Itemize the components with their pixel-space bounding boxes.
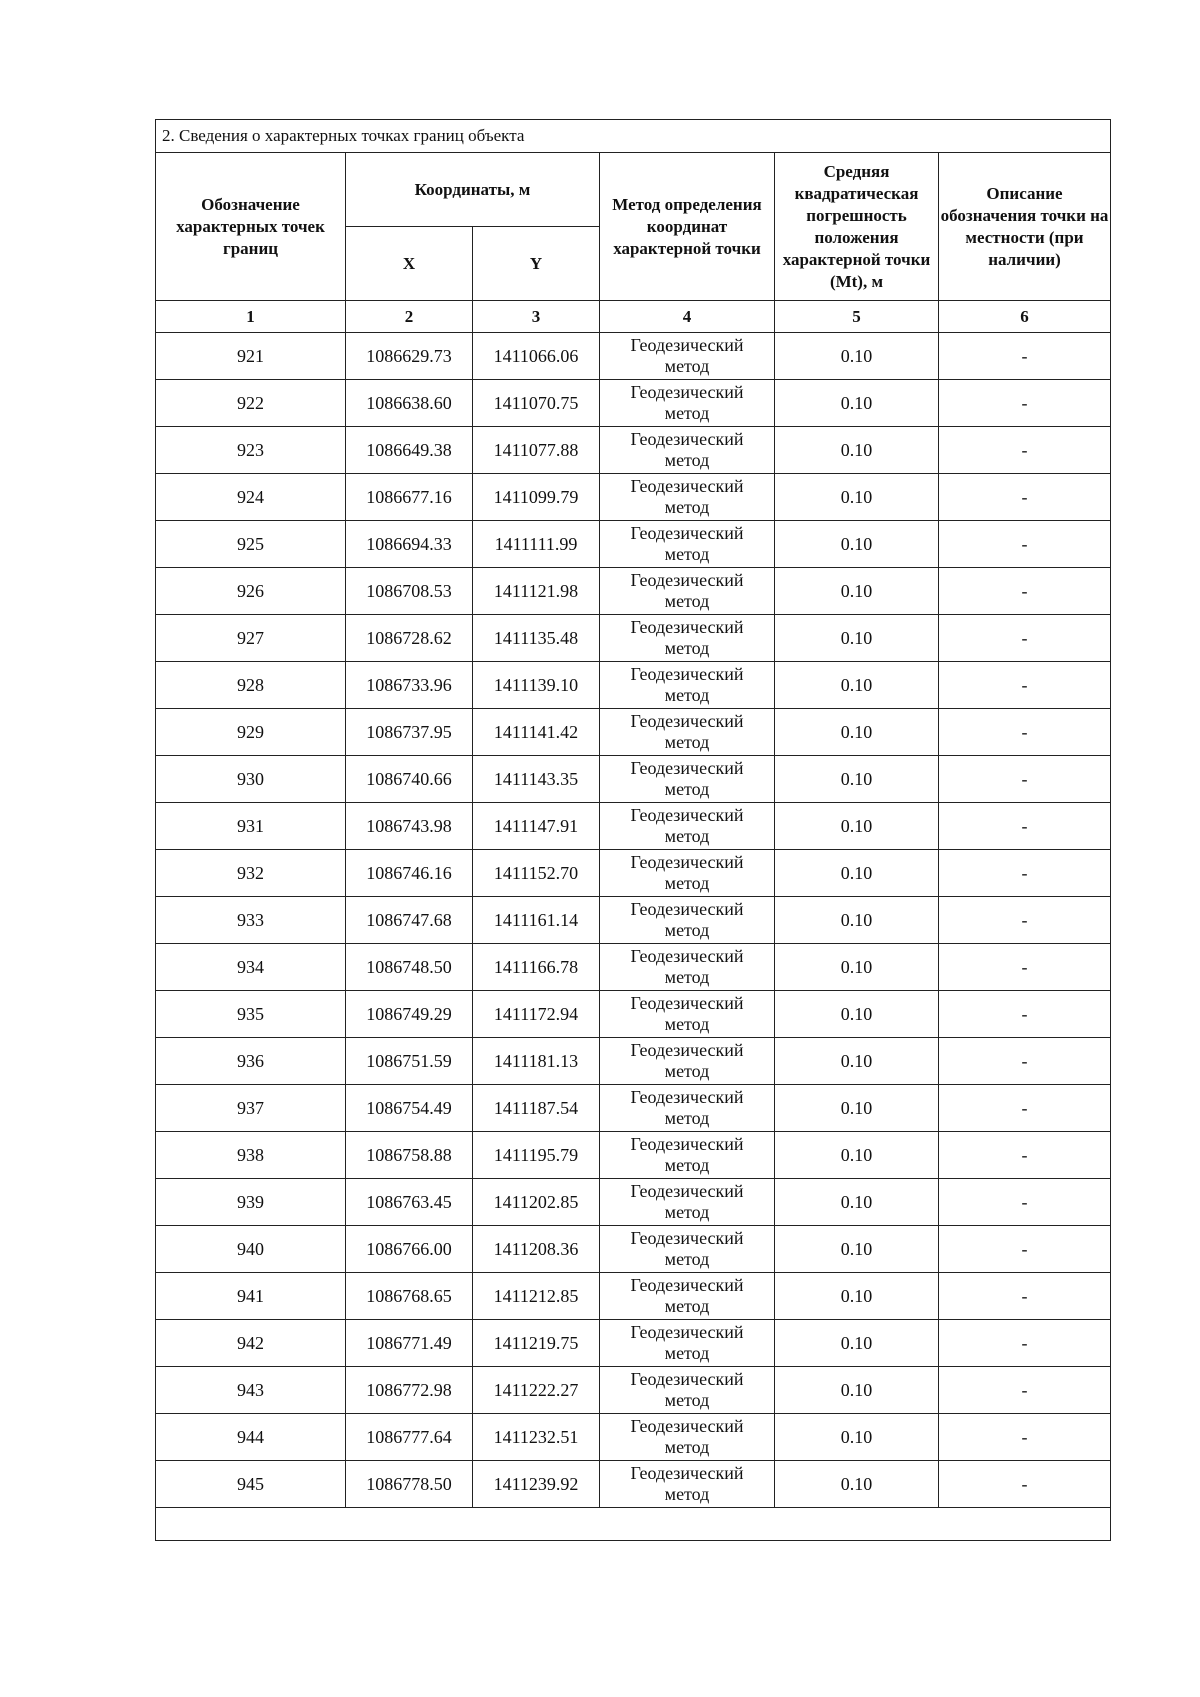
column-number: 2 <box>346 301 473 333</box>
point-cell: 929 <box>156 709 346 756</box>
error-cell: 0.10 <box>775 1132 939 1179</box>
y-coordinate-cell: 1411099.79 <box>473 474 600 521</box>
description-cell: - <box>939 709 1111 756</box>
method-line: метод <box>664 873 710 893</box>
footer-empty-cell <box>156 1508 1111 1541</box>
table-row <box>156 1273 1111 1320</box>
y-coordinate-cell: 1411187.54 <box>473 1085 600 1132</box>
method-cell <box>600 333 775 380</box>
error-cell: 0.10 <box>775 1226 939 1273</box>
method-line: метод <box>664 591 710 611</box>
method-cell <box>600 380 775 427</box>
column-number: 6 <box>939 301 1111 333</box>
error-cell: 0.10 <box>775 1414 939 1461</box>
table-row <box>156 1085 1111 1132</box>
table-row <box>156 756 1111 803</box>
x-coordinate-cell: 1086740.66 <box>346 756 473 803</box>
boundary-points-table <box>155 119 1111 1541</box>
table-row <box>156 1320 1111 1367</box>
method-cell <box>600 474 775 521</box>
method-line: метод <box>664 1155 710 1175</box>
table-row <box>156 991 1111 1038</box>
error-cell: 0.10 <box>775 615 939 662</box>
method-cell <box>600 568 775 615</box>
table-row <box>156 427 1111 474</box>
method-cell <box>600 1461 775 1508</box>
method-cell <box>600 615 775 662</box>
column-number: 5 <box>775 301 939 333</box>
x-coordinate-cell: 1086771.49 <box>346 1320 473 1367</box>
method-line: метод <box>664 1437 710 1457</box>
y-coordinate-cell: 1411111.99 <box>473 521 600 568</box>
method-line: Геодезический <box>630 852 744 872</box>
table-row <box>156 850 1111 897</box>
description-cell: - <box>939 1273 1111 1320</box>
method-line: Геодезический <box>630 335 744 355</box>
method-line: Геодезический <box>630 758 744 778</box>
method-line: Геодезический <box>630 899 744 919</box>
header-x: X <box>346 227 473 301</box>
method-line: метод <box>664 356 710 376</box>
method-line: метод <box>664 450 710 470</box>
table-row <box>156 1226 1111 1273</box>
description-cell: - <box>939 662 1111 709</box>
error-cell: 0.10 <box>775 1085 939 1132</box>
y-coordinate-cell: 1411195.79 <box>473 1132 600 1179</box>
method-line: Геодезический <box>630 476 744 496</box>
method-cell <box>600 897 775 944</box>
x-coordinate-cell: 1086748.50 <box>346 944 473 991</box>
method-line: Геодезический <box>630 711 744 731</box>
method-line: метод <box>664 779 710 799</box>
table-caption: 2. Сведения о характерных точках границ объекта <box>156 120 1111 153</box>
y-coordinate-cell: 1411208.36 <box>473 1226 600 1273</box>
header-designation: Обозначение характерных точек границ <box>156 153 346 301</box>
method-line: метод <box>664 403 710 423</box>
header-coordinates: Координаты, м <box>346 153 600 227</box>
method-line: Геодезический <box>630 1228 744 1248</box>
description-cell: - <box>939 521 1111 568</box>
table-row <box>156 803 1111 850</box>
method-line: метод <box>664 826 710 846</box>
table-row <box>156 662 1111 709</box>
column-number: 1 <box>156 301 346 333</box>
description-cell: - <box>939 1179 1111 1226</box>
point-cell: 938 <box>156 1132 346 1179</box>
method-line: метод <box>664 685 710 705</box>
x-coordinate-cell: 1086733.96 <box>346 662 473 709</box>
y-coordinate-cell: 1411172.94 <box>473 991 600 1038</box>
x-coordinate-cell: 1086743.98 <box>346 803 473 850</box>
x-coordinate-cell: 1086749.29 <box>346 991 473 1038</box>
caption-row <box>156 120 1111 153</box>
method-line: Геодезический <box>630 429 744 449</box>
method-cell <box>600 1367 775 1414</box>
point-cell: 930 <box>156 756 346 803</box>
header-description: Описание обозначения точки на местности (при наличии) <box>939 153 1111 301</box>
method-line: Геодезический <box>630 1040 744 1060</box>
description-cell: - <box>939 1461 1111 1508</box>
error-cell: 0.10 <box>775 803 939 850</box>
description-cell: - <box>939 1085 1111 1132</box>
error-cell: 0.10 <box>775 521 939 568</box>
header-method: Метод определения координат характерной точки <box>600 153 775 301</box>
method-cell <box>600 850 775 897</box>
point-cell: 941 <box>156 1273 346 1320</box>
method-line: метод <box>664 1249 710 1269</box>
x-coordinate-cell: 1086766.00 <box>346 1226 473 1273</box>
error-cell: 0.10 <box>775 568 939 615</box>
method-line: метод <box>664 1390 710 1410</box>
error-cell: 0.10 <box>775 850 939 897</box>
y-coordinate-cell: 1411139.10 <box>473 662 600 709</box>
method-line: Геодезический <box>630 1322 744 1342</box>
table-row <box>156 1132 1111 1179</box>
description-cell: - <box>939 1226 1111 1273</box>
x-coordinate-cell: 1086751.59 <box>346 1038 473 1085</box>
description-cell: - <box>939 380 1111 427</box>
method-line: Геодезический <box>630 382 744 402</box>
table-row <box>156 1179 1111 1226</box>
method-cell <box>600 1038 775 1085</box>
error-cell: 0.10 <box>775 427 939 474</box>
method-cell <box>600 427 775 474</box>
y-coordinate-cell: 1411239.92 <box>473 1461 600 1508</box>
error-cell: 0.10 <box>775 1320 939 1367</box>
point-cell: 945 <box>156 1461 346 1508</box>
method-line: Геодезический <box>630 1134 744 1154</box>
x-coordinate-cell: 1086728.62 <box>346 615 473 662</box>
point-cell: 933 <box>156 897 346 944</box>
point-cell: 934 <box>156 944 346 991</box>
point-cell: 937 <box>156 1085 346 1132</box>
y-coordinate-cell: 1411135.48 <box>473 615 600 662</box>
description-cell: - <box>939 1038 1111 1085</box>
y-coordinate-cell: 1411077.88 <box>473 427 600 474</box>
description-cell: - <box>939 850 1111 897</box>
method-line: метод <box>664 1202 710 1222</box>
method-line: Геодезический <box>630 617 744 637</box>
description-cell: - <box>939 1320 1111 1367</box>
description-cell: - <box>939 333 1111 380</box>
error-cell: 0.10 <box>775 1179 939 1226</box>
error-cell: 0.10 <box>775 1038 939 1085</box>
method-line: Геодезический <box>630 805 744 825</box>
point-cell: 921 <box>156 333 346 380</box>
table-row <box>156 521 1111 568</box>
y-coordinate-cell: 1411161.14 <box>473 897 600 944</box>
method-line: метод <box>664 1343 710 1363</box>
method-line: метод <box>664 967 710 987</box>
method-cell <box>600 662 775 709</box>
method-line: Геодезический <box>630 1369 744 1389</box>
error-cell: 0.10 <box>775 897 939 944</box>
x-coordinate-cell: 1086746.16 <box>346 850 473 897</box>
x-coordinate-cell: 1086747.68 <box>346 897 473 944</box>
error-cell: 0.10 <box>775 1367 939 1414</box>
point-cell: 923 <box>156 427 346 474</box>
x-coordinate-cell: 1086772.98 <box>346 1367 473 1414</box>
table-row <box>156 897 1111 944</box>
description-cell: - <box>939 474 1111 521</box>
method-line: Геодезический <box>630 1181 744 1201</box>
point-cell: 944 <box>156 1414 346 1461</box>
error-cell: 0.10 <box>775 991 939 1038</box>
description-cell: - <box>939 1132 1111 1179</box>
point-cell: 931 <box>156 803 346 850</box>
y-coordinate-cell: 1411202.85 <box>473 1179 600 1226</box>
table-row <box>156 474 1111 521</box>
x-coordinate-cell: 1086778.50 <box>346 1461 473 1508</box>
description-cell: - <box>939 944 1111 991</box>
method-line: метод <box>664 544 710 564</box>
document-sheet <box>155 119 1110 1541</box>
table-row <box>156 1038 1111 1085</box>
description-cell: - <box>939 897 1111 944</box>
header-row-top <box>156 153 1111 227</box>
table-row <box>156 1367 1111 1414</box>
x-coordinate-cell: 1086768.65 <box>346 1273 473 1320</box>
y-coordinate-cell: 1411166.78 <box>473 944 600 991</box>
method-line: Геодезический <box>630 570 744 590</box>
method-line: метод <box>664 1484 710 1504</box>
method-line: Геодезический <box>630 946 744 966</box>
table-row <box>156 568 1111 615</box>
method-cell <box>600 709 775 756</box>
x-coordinate-cell: 1086638.60 <box>346 380 473 427</box>
error-cell: 0.10 <box>775 756 939 803</box>
point-cell: 936 <box>156 1038 346 1085</box>
point-cell: 922 <box>156 380 346 427</box>
method-cell <box>600 1320 775 1367</box>
method-cell <box>600 1226 775 1273</box>
point-cell: 925 <box>156 521 346 568</box>
method-line: метод <box>664 1014 710 1034</box>
x-coordinate-cell: 1086629.73 <box>346 333 473 380</box>
header-y: Y <box>473 227 600 301</box>
table-row <box>156 944 1111 991</box>
method-line: метод <box>664 638 710 658</box>
description-cell: - <box>939 1414 1111 1461</box>
x-coordinate-cell: 1086737.95 <box>346 709 473 756</box>
method-cell <box>600 1414 775 1461</box>
error-cell: 0.10 <box>775 662 939 709</box>
description-cell: - <box>939 756 1111 803</box>
method-cell <box>600 1273 775 1320</box>
header-error: Средняя квадратическая погрешность положения характерной точки (Mt), м <box>775 153 939 301</box>
method-cell <box>600 803 775 850</box>
description-cell: - <box>939 568 1111 615</box>
x-coordinate-cell: 1086777.64 <box>346 1414 473 1461</box>
column-number: 3 <box>473 301 600 333</box>
method-cell <box>600 1179 775 1226</box>
table-row <box>156 333 1111 380</box>
point-cell: 935 <box>156 991 346 1038</box>
error-cell: 0.10 <box>775 944 939 991</box>
point-cell: 927 <box>156 615 346 662</box>
error-cell: 0.10 <box>775 474 939 521</box>
error-cell: 0.10 <box>775 709 939 756</box>
y-coordinate-cell: 1411147.91 <box>473 803 600 850</box>
method-cell <box>600 1085 775 1132</box>
x-coordinate-cell: 1086708.53 <box>346 568 473 615</box>
method-cell <box>600 1132 775 1179</box>
point-cell: 940 <box>156 1226 346 1273</box>
table-row <box>156 380 1111 427</box>
table-row <box>156 709 1111 756</box>
description-cell: - <box>939 803 1111 850</box>
table-row <box>156 1461 1111 1508</box>
point-cell: 928 <box>156 662 346 709</box>
method-line: Геодезический <box>630 1087 744 1107</box>
point-cell: 924 <box>156 474 346 521</box>
column-numbers-row <box>156 301 1111 333</box>
description-cell: - <box>939 427 1111 474</box>
error-cell: 0.10 <box>775 380 939 427</box>
point-cell: 939 <box>156 1179 346 1226</box>
y-coordinate-cell: 1411212.85 <box>473 1273 600 1320</box>
method-line: метод <box>664 732 710 752</box>
method-line: метод <box>664 920 710 940</box>
method-line: Геодезический <box>630 1416 744 1436</box>
method-cell <box>600 991 775 1038</box>
table-row <box>156 615 1111 662</box>
method-line: Геодезический <box>630 1275 744 1295</box>
point-cell: 926 <box>156 568 346 615</box>
x-coordinate-cell: 1086754.49 <box>346 1085 473 1132</box>
x-coordinate-cell: 1086694.33 <box>346 521 473 568</box>
error-cell: 0.10 <box>775 1461 939 1508</box>
y-coordinate-cell: 1411143.35 <box>473 756 600 803</box>
table-row <box>156 1414 1111 1461</box>
x-coordinate-cell: 1086758.88 <box>346 1132 473 1179</box>
method-line: метод <box>664 1108 710 1128</box>
method-line: Геодезический <box>630 993 744 1013</box>
method-cell <box>600 521 775 568</box>
method-line: метод <box>664 1296 710 1316</box>
x-coordinate-cell: 1086677.16 <box>346 474 473 521</box>
point-cell: 932 <box>156 850 346 897</box>
description-cell: - <box>939 991 1111 1038</box>
point-cell: 942 <box>156 1320 346 1367</box>
method-line: Геодезический <box>630 664 744 684</box>
method-line: метод <box>664 497 710 517</box>
point-cell: 943 <box>156 1367 346 1414</box>
y-coordinate-cell: 1411066.06 <box>473 333 600 380</box>
y-coordinate-cell: 1411152.70 <box>473 850 600 897</box>
error-cell: 0.10 <box>775 333 939 380</box>
method-line: Геодезический <box>630 1463 744 1483</box>
y-coordinate-cell: 1411232.51 <box>473 1414 600 1461</box>
error-cell: 0.10 <box>775 1273 939 1320</box>
y-coordinate-cell: 1411070.75 <box>473 380 600 427</box>
y-coordinate-cell: 1411222.27 <box>473 1367 600 1414</box>
y-coordinate-cell: 1411121.98 <box>473 568 600 615</box>
footer-row <box>156 1508 1111 1541</box>
y-coordinate-cell: 1411141.42 <box>473 709 600 756</box>
x-coordinate-cell: 1086649.38 <box>346 427 473 474</box>
method-cell <box>600 756 775 803</box>
description-cell: - <box>939 615 1111 662</box>
column-number: 4 <box>600 301 775 333</box>
x-coordinate-cell: 1086763.45 <box>346 1179 473 1226</box>
method-line: метод <box>664 1061 710 1081</box>
description-cell: - <box>939 1367 1111 1414</box>
method-line: Геодезический <box>630 523 744 543</box>
method-cell <box>600 944 775 991</box>
y-coordinate-cell: 1411181.13 <box>473 1038 600 1085</box>
y-coordinate-cell: 1411219.75 <box>473 1320 600 1367</box>
